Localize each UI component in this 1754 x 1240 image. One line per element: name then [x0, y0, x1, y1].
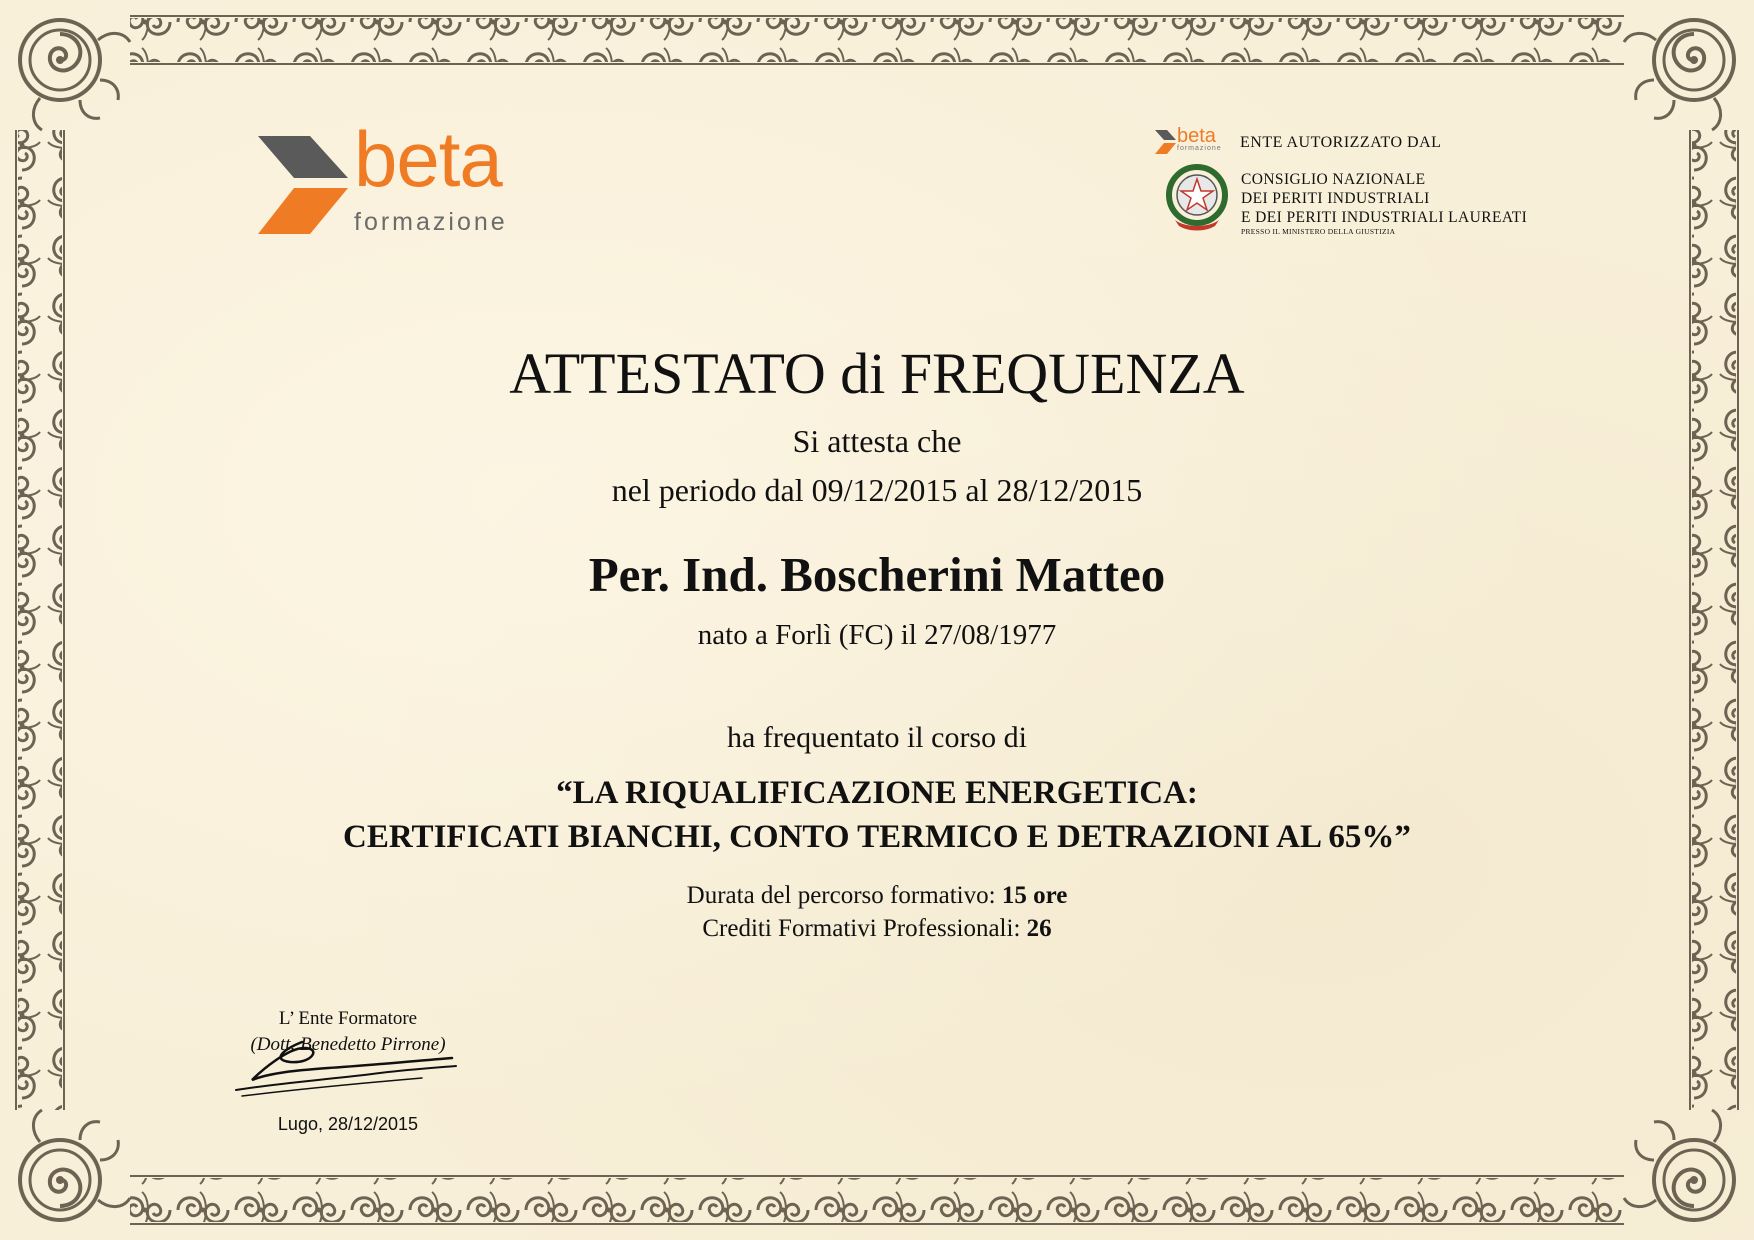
beta-chevron-icon: [258, 136, 354, 238]
beta-logo-tagline: formazione: [354, 208, 508, 236]
certificate-title: ATTESTATO di FREQUENZA: [509, 341, 1245, 406]
mini-beta-tagline: formazione: [1177, 145, 1222, 152]
course-title-line-2: CERTIFICATI BIANCHI, CONTO TERMICO E DETRAZIONI AL 65%”: [343, 819, 1411, 855]
council-name: [1241, 170, 1527, 237]
duration-value: 15 ore: [1001, 882, 1068, 909]
course-period: nel periodo dal 09/12/2015 al 28/12/2015: [611, 472, 1143, 508]
authorization-label: ENTE AUTORIZZATO DAL: [1240, 134, 1442, 151]
professional-credits: [0, 914, 1754, 944]
mini-beta-name: beta: [1177, 125, 1216, 147]
council-line: CONSIGLIO NAZIONALE: [1241, 171, 1426, 188]
place-and-date: Lugo, 28/12/2015: [277, 1114, 419, 1134]
birth-info: nato a Forlì (FC) il 27/08/1977: [697, 619, 1057, 651]
handwritten-signature: [232, 1040, 462, 1100]
mini-beta-chevron-icon: [1155, 130, 1177, 154]
council-note: PRESSO IL MINISTERO DELLA GIUSTIZIA: [1241, 227, 1396, 236]
training-body-person: (Dott. Benedetto Pirrone): [250, 1034, 446, 1055]
attended-text: ha frequentato il corso di: [727, 721, 1027, 754]
credits-label: Crediti Formativi Professionali:: [702, 915, 1021, 942]
attestation-intro: Si attesta che: [792, 423, 962, 459]
recipient-name: Per. Ind. Boscherini Matteo: [588, 547, 1166, 602]
authorization-block: [1155, 125, 1575, 248]
duration-label: Durata del percorso formativo:: [686, 882, 996, 909]
training-body-role: L’ Ente Formatore: [278, 1008, 418, 1029]
beta-logo-name: beta: [354, 115, 502, 203]
course-title-line-1: “LA RIQUALIFICAZIONE ENERGETICA:: [556, 775, 1198, 811]
council-line: E DEI PERITI INDUSTRIALI LAUREATI: [1241, 209, 1528, 226]
beta-formazione-logo: [258, 115, 558, 242]
council-line: DEI PERITI INDUSTRIALI: [1241, 190, 1430, 207]
credits-value: 26: [1026, 915, 1052, 942]
italian-republic-emblem-icon: [1165, 164, 1229, 232]
course-duration: [0, 881, 1754, 911]
mini-beta-logo: [1155, 125, 1222, 156]
